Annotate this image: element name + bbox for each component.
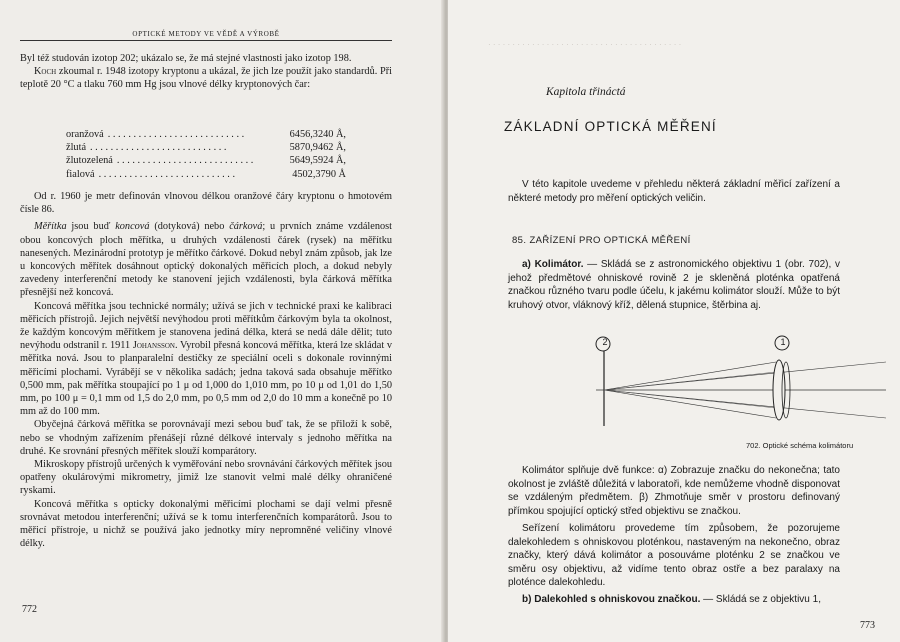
krypton-line-row: oranžová . . . . . . . . . . . . . . . . . . . . . . . . . . . 6456,3240 Å,	[66, 129, 346, 140]
chapter-label: Kapitola třináctá	[546, 86, 626, 98]
paragraph-carkova-meritka: Obyčejná čárková měřítka se porovnávají mezi sebou buď tak, že se přiloží k sobě, nebo se vhodným zařízením přenášejí různé délkové intervaly s jednoho měřítka na druhé. Ke srovnání přesných měřítek slouží komparátory.	[20, 419, 392, 457]
paragraph-izotop-202: Byl též studován izotop 202; ukázalo se, že má stejné vlastnosti jako izotop 198.	[20, 53, 352, 64]
paragraph-meritka: Měřítka jsou buď koncová (dotyková) nebo čárková; u prvních známe vzdálenost obou koncových ploch měřítka, u druhých vzdálenosti čárek (rysek) na měřítku nanesených. Mezinárodní prototyp je měřítko čárkové. Dokud nebyl znám způsob, jak lze u koncových měřítek dosáhnout optický dokonalých měřicích ploch, a dokud nebyly zavedeny interferenční metody ke stanovení jejich vzdálenosti, byla čárková měřítka přesnější než koncová.	[20, 221, 393, 299]
kolimator-text: a) Kolimátor. — Skládá se z astronomického objektivu 1 (obr. 702), v jehož předmětové ohniskové rovině 2 je skleněná ploténka opatřená značkou různého tvaru podle účelu, k jakému kolimátor slouží. Může to být kruhový otvor, vláknový kříž, dělená stupnice, štěrbina aj.	[508, 259, 840, 311]
page-number-left: 772	[22, 604, 37, 615]
krypton-line-row: žlutá . . . . . . . . . . . . . . . . . . . . . . . . . . . 5870,9462 Å,	[66, 142, 346, 154]
bleed-through-text: · · · · · · · · · · · · · · · · · · · · · · · · · · · · · · · · · · · · · · · ·	[488, 40, 682, 49]
author-koch: Koch	[34, 66, 57, 78]
chapter-intro: V této kapitole uvedeme v přehledu některá základní měřicí zařízení a některé metody pro měření optických veličin.	[508, 179, 840, 204]
krypton-lines-table	[66, 128, 346, 181]
left-main-text	[20, 190, 392, 550]
author-johansson: Johansson	[132, 340, 175, 352]
right-page	[448, 0, 900, 642]
figure-marker-1: 1	[780, 337, 786, 347]
right-body-text	[508, 464, 840, 606]
krypton-line-row: žlutozelená . . . . . . . . . . . . . . . . . . . . . . . . . . . 5649,5924 Å,	[66, 155, 346, 167]
krypton-line-row: fialová . . . . . . . . . . . . . . . . . . . . . . . . . . . 4502,3790 Å	[66, 168, 346, 180]
kolimator-label: a) Kolimátor.	[522, 259, 584, 270]
dalekohled-label: b) Dalekohled s ohniskovou značkou.	[522, 593, 701, 605]
paragraph-dalekohled: b) Dalekohled s ohniskovou značkou. — Skládá se z objektivu 1,	[522, 593, 821, 605]
paragraph-koncova-meritka: Koncová měřítka jsou technické normály; užívá se jich v technické praxi ke kalibraci měřicích přístrojů. Jejich největší nevýhodou proti měřítkům čárkovým byla ta okolnost, že každým koncovým měřítkem je stanovena jediná délka, která se nedá dále dělit; tuto nevýhodu odstranil r. 1911 Johansson. Vyrobil přesná koncová měřítka, která lze skládat v měřítka nová. Jsou to planparalelní destičky ze speciální oceli s dokonale rovinnými měřicími plochami. Vyrábějí se v několika sadách; jedna taková sada obsahuje měřítko 0,500 mm, pak měřítka stoupající po 1 μ od 1,000 do 1,010 mm, po 10 μ od 1,01 do 1,50 mm, po 100 μ = 0,1 mm od 1,5 do 2,0 mm, po 0,5 mm od 2,0 do 10 mm a konečně po 10 mm až do 100 mm.	[20, 300, 393, 418]
section-heading: 85. ZAŘÍZENÍ PRO OPTICKÁ MĚŘENÍ	[512, 235, 691, 246]
chapter-title: ZÁKLADNÍ OPTICKÁ MĚŘENÍ	[504, 119, 717, 134]
figure-marker-2: 2	[602, 337, 608, 347]
left-page	[0, 0, 446, 642]
paragraph-koch: Koch zkoumal r. 1948 izotopy kryptonu a ukázal, že jich lze použít jako standardů. Při teplotě 20 °C a tlaku 760 mm Hg jsou vlnové délky kryptonových čar:	[20, 66, 392, 91]
paragraph-metr-definice: Od r. 1960 je metr definován vlnovou délkou oranžové čáry kryptonu o hmotovém čísle 86.	[20, 191, 392, 216]
paragraph-kolimator-funkce: Kolimátor splňuje dvě funkce: α) Zobrazuje značku do nekonečna; tato okolnost je zvláště důležitá v laboratoři, kde nemůžeme vhodně disponovat se vzdáleným předmětem. β) Zhmotňuje směr v prostoru definovaný přímkou spojující optický střed objektivu se značkou.	[508, 465, 840, 517]
paragraph-interferencni: Koncová měřítka s opticky dokonalými měřicími plochami se dají velmi přesně srovnávat metodou interferenční; užívá se k tomu interferenčních komparátorů. Jsou to měřicí přístroje, u nichž se používá jako jednotky míry nepromněné veličiny vlnové délky.	[20, 498, 392, 550]
paragraph-serizeni: Seřízení kolimátoru provedeme tím způsobem, že pozorujeme dalekohledem s ohniskovou ploténkou, nastaveným na nekonečno, obraz značky, který dává kolimátor a posouváme ploténku 2 se značkou ve směru osy objektivu, až vidíme tento obraz ostře a bez paralaxy na ploténce dalekohledu.	[508, 523, 840, 588]
page-number-right: 773	[860, 620, 875, 631]
collimator-figure	[586, 334, 886, 446]
paragraph-mikroskopy: Mikroskopy přístrojů určených k vyměřování nebo srovnávání čárkových měřítek jsou opatřeny okulárovými mikrometry, jimiž lze stanovit velmi malé délky ohraničené ryskami.	[20, 459, 392, 497]
running-header: OPTICKÉ METODY VE VĚDĚ A VÝROBĚ	[20, 30, 392, 41]
figure-caption: 702. Optické schéma kolimátoru	[746, 441, 854, 450]
left-top-text	[20, 52, 392, 92]
